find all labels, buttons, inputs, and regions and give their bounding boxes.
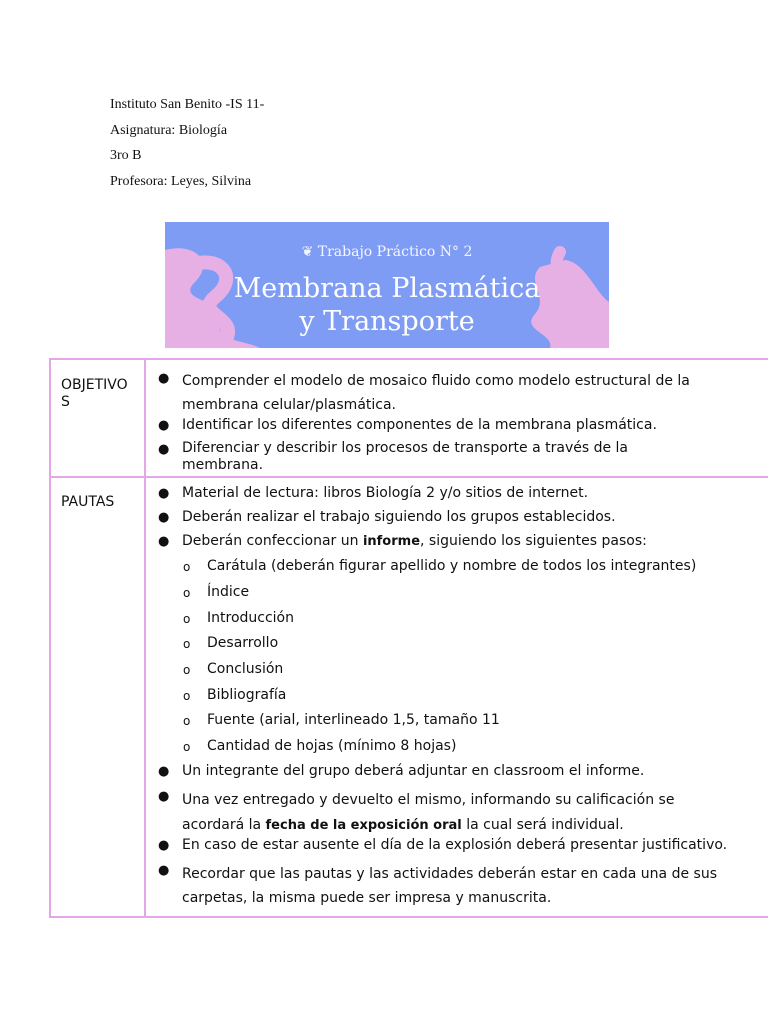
course-line: 3ro B	[110, 148, 142, 163]
row-divider	[51, 476, 768, 478]
step-item: Conclusión	[207, 661, 284, 677]
title-banner	[165, 222, 609, 348]
sub-bullet-icon: o	[183, 714, 191, 728]
step-item: Fuente (arial, interlineado 1,5, tamaño 11	[207, 712, 500, 728]
teacher-line: Profesora: Leyes, Silvina	[110, 173, 252, 189]
sub-bullet-icon: o	[183, 689, 191, 703]
objetivo-item: Diferenciar y describir los procesos de transporte a través de la membrana.	[182, 440, 629, 473]
column-divider	[144, 360, 146, 916]
step-item: Índice	[207, 584, 250, 600]
leaf-icon: ❦	[301, 244, 318, 260]
bullet-icon: ●	[158, 486, 170, 501]
pautas-label: PAUTAS	[61, 494, 115, 510]
sub-bullet-icon: o	[183, 612, 191, 626]
objetivos-label: OBJETIVO S	[61, 377, 128, 410]
sub-bullet-icon: o	[183, 663, 191, 677]
pauta-item: Deberán realizar el trabajo siguiendo los grupos establecidos.	[182, 509, 616, 525]
banner-title: Membrana Plasmática y Transporte	[233, 273, 541, 337]
content-table	[49, 358, 768, 918]
bullet-icon: ●	[158, 510, 170, 525]
bullet-icon: ●	[158, 764, 170, 779]
objetivo-item: Identificar los diferentes componentes de la membrana plasmática.	[182, 417, 657, 433]
institute-line: Instituto San Benito -IS 11-	[110, 97, 265, 112]
bullet-icon: ●	[158, 371, 170, 386]
bullet-icon: ●	[158, 838, 170, 853]
sub-bullet-icon: o	[183, 586, 191, 600]
pauta-item: Material de lectura: libros Biología 2 y/o sitios de internet.	[182, 485, 589, 501]
subject-line: Asignatura: Biología	[110, 122, 228, 138]
step-item: Cantidad de hojas (mínimo 8 hojas)	[207, 738, 457, 754]
pauta-item: Deberán confeccionar un informe, siguiendo los siguientes pasos:	[182, 533, 647, 549]
sub-bullet-icon: o	[183, 637, 191, 651]
step-item: Carátula (deberán figurar apellido y nombre de todos los integrantes)	[207, 558, 697, 574]
bullet-icon: ●	[158, 789, 170, 804]
document-header	[110, 92, 264, 194]
bullet-icon: ●	[158, 863, 170, 878]
bullet-icon: ●	[158, 442, 170, 457]
sub-bullet-icon: o	[183, 560, 191, 574]
pauta-item: Recordar que las pautas y las actividades deberán estar en cada una de sus carpetas, la misma puede ser impresa y manuscrita.	[182, 866, 717, 906]
step-item: Introducción	[207, 610, 294, 626]
pauta-item: Un integrante del grupo deberá adjuntar en classroom el informe.	[182, 763, 645, 779]
objetivo-item: Comprender el modelo de mosaico fluido como modelo estructural de la membrana celular/plasmática.	[182, 373, 690, 413]
bullet-icon: ●	[158, 534, 170, 549]
bullet-icon: ●	[158, 418, 170, 433]
banner-subtitle: ❦ Trabajo Práctico N° 2	[301, 244, 473, 260]
pauta-item: Una vez entregado y devuelto el mismo, informando su calificación se acordará la fecha de la exposición oral la cual será individual.	[182, 792, 675, 833]
pauta-item: En caso de estar ausente el día de la explosión deberá presentar justificativo.	[182, 837, 728, 853]
step-item: Desarrollo	[207, 635, 279, 651]
sub-bullet-icon: o	[183, 740, 191, 754]
step-item: Bibliografía	[207, 687, 287, 703]
